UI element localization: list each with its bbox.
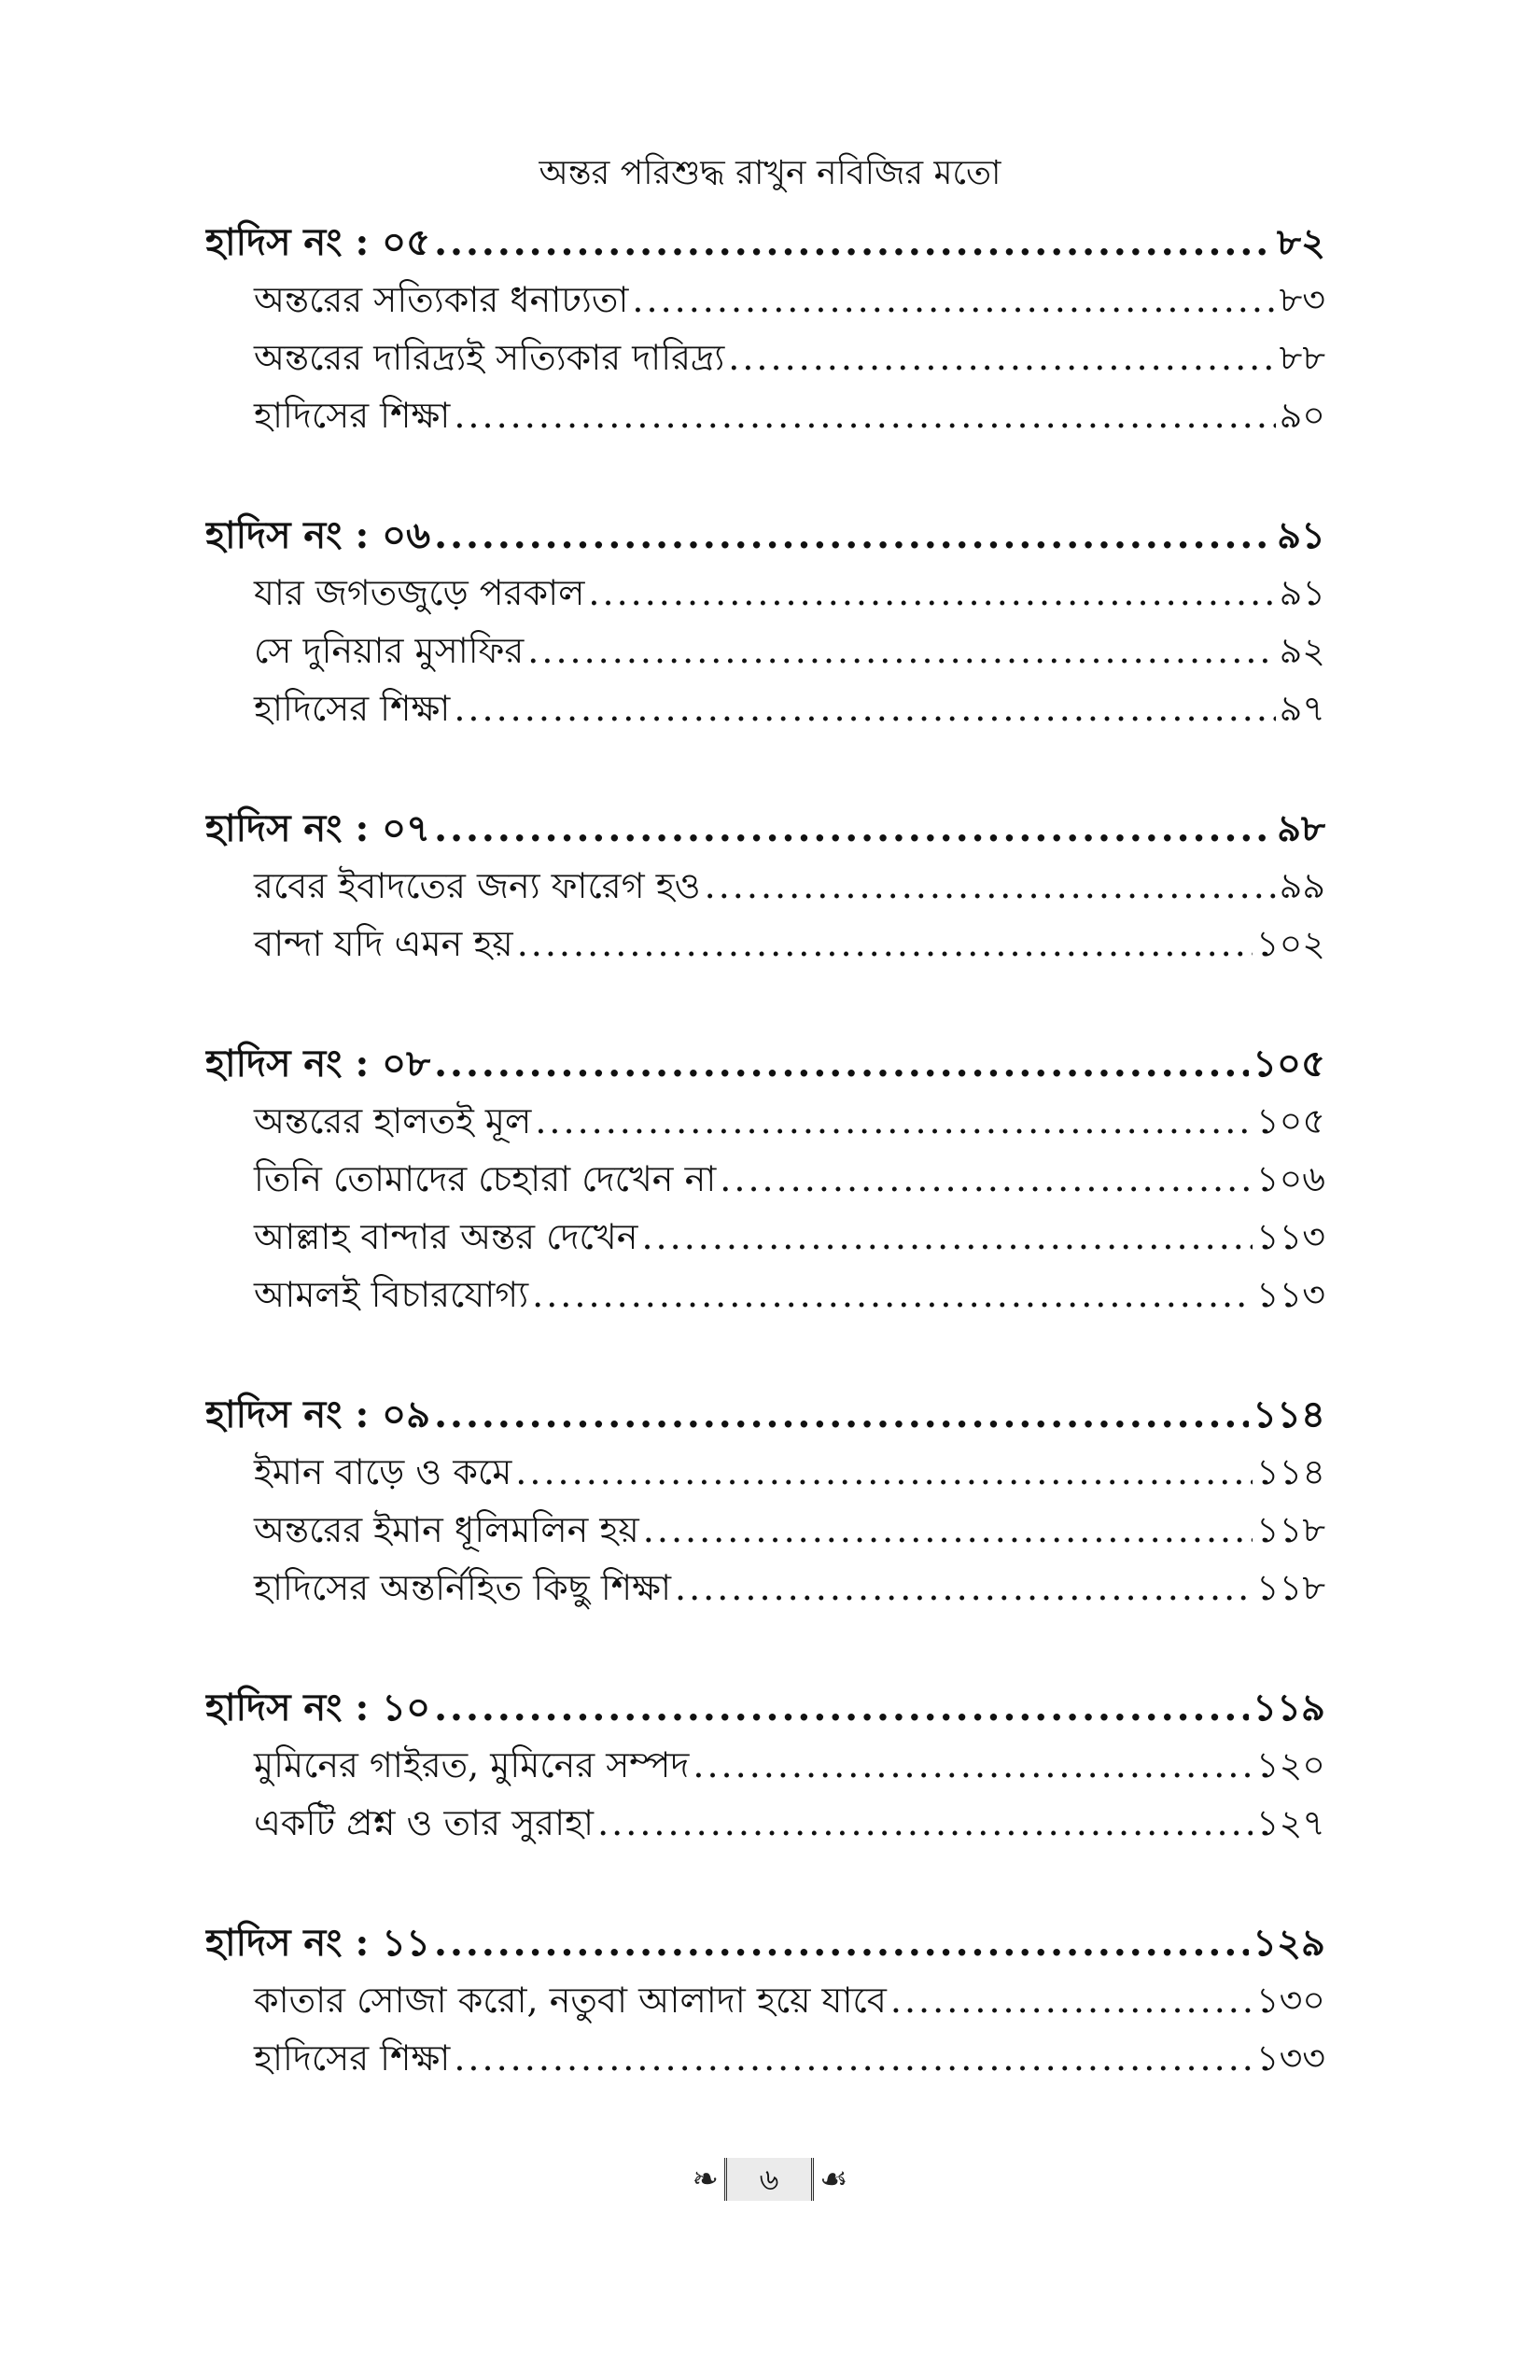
entry-title: আল্লাহ বান্দার অন্তর দেখেন [254, 1216, 638, 1257]
page-number: ১০২ [1255, 923, 1325, 964]
page-number: ১৩০ [1255, 1980, 1325, 2021]
page-number: ১২৭ [1255, 1802, 1325, 1843]
dot-leader [515, 1451, 1253, 1492]
entry-title: আমলই বিচারযোগ্য [254, 1274, 529, 1315]
page-number: ৯১ [1277, 513, 1325, 557]
toc-entry[interactable] [205, 566, 1325, 623]
toc-section-heading[interactable] [205, 1385, 1325, 1445]
toc-section-heading[interactable] [205, 506, 1325, 566]
dot-leader [890, 1980, 1253, 2021]
dot-leader [434, 1393, 1249, 1436]
entry-title: একটি প্রশ্ন ও তার সুরাহা [254, 1802, 595, 1843]
toc-entry[interactable] [205, 1738, 1325, 1796]
entry-title: অন্তরের হালতই মূল [254, 1100, 532, 1141]
dot-leader [693, 1744, 1253, 1785]
page-number: ১১৯ [1253, 1686, 1325, 1729]
toc-entry[interactable] [205, 859, 1325, 917]
toc-entry[interactable] [205, 1152, 1325, 1210]
dot-leader [434, 1686, 1249, 1729]
toc-section [205, 506, 1325, 739]
toc-entry[interactable] [205, 1445, 1325, 1503]
entry-title: ইমান বাড়ে ও কমে [254, 1451, 512, 1492]
dot-leader [632, 279, 1275, 320]
toc-entry[interactable] [205, 917, 1325, 974]
entry-title: হাদিসের শিক্ষা [254, 2037, 451, 2079]
running-head: অন্তর পরিশুদ্ধ রাখুন নবিজির মতো [539, 154, 1001, 192]
entry-title: অন্তরের দারিদ্র্যই সত্যিকার দারিদ্র্য [254, 337, 725, 378]
entry-title: সে দুনিয়ার মুসাফির [254, 630, 525, 671]
page-number: ১১৮ [1256, 1509, 1325, 1550]
dot-leader [705, 865, 1276, 906]
toc-section [205, 799, 1325, 974]
page-number: ৯৯ [1279, 865, 1325, 906]
section-title: হাদিস নং : ১১ [205, 1921, 431, 1965]
toc-entry[interactable] [205, 681, 1325, 739]
toc-section-heading[interactable] [205, 799, 1325, 859]
page-number: ৮২ [1277, 220, 1325, 264]
page-number: ১৩৩ [1255, 2037, 1325, 2079]
section-title: হাদিস নং : ১০ [205, 1686, 431, 1729]
dot-leader [643, 1509, 1253, 1550]
toc-entry[interactable] [205, 623, 1325, 681]
entry-title: হাদিসের অন্তর্নিহিত কিছু শিক্ষা [254, 1567, 671, 1608]
toc-entry[interactable] [205, 1561, 1325, 1618]
toc-entry[interactable] [205, 1094, 1325, 1152]
section-title: হাদিস নং : ০৫ [205, 220, 431, 264]
dot-leader [517, 923, 1253, 964]
dot-leader [454, 688, 1275, 729]
toc-entry[interactable] [205, 330, 1325, 388]
toc-section-heading[interactable] [205, 1034, 1325, 1094]
entry-title: তিনি তোমাদের চেহারা দেখেন না [254, 1158, 717, 1199]
dot-leader [434, 220, 1273, 264]
dot-leader [454, 395, 1275, 436]
page-number: ৮৮ [1279, 337, 1325, 378]
dot-leader [454, 2037, 1253, 2079]
dot-leader [434, 513, 1273, 557]
toc-section-heading[interactable] [205, 1913, 1325, 1973]
dot-leader [434, 1042, 1249, 1085]
toc-section [205, 213, 1325, 446]
page-number: ১১৪ [1256, 1451, 1325, 1492]
page-number: ১১৩ [1255, 1274, 1325, 1315]
toc-entry[interactable] [205, 1210, 1325, 1267]
page-number: ৯০ [1279, 395, 1325, 436]
entry-title: মুমিনের গাইরত, মুমিনের সম্পদ [254, 1744, 690, 1785]
toc-entry[interactable] [205, 1973, 1325, 2031]
dot-leader [434, 1921, 1249, 1965]
entry-title: কাতার সোজা করো, নতুবা আলাদা হয়ে যাবে [254, 1980, 887, 2021]
section-title: হাদিস নং : ০৮ [205, 1042, 431, 1085]
page-number: ৯৮ [1277, 806, 1325, 850]
page-number: ১২০ [1255, 1744, 1325, 1785]
entry-title: হাদিসের শিক্ষা [254, 395, 451, 436]
page-number: ১০৫ [1255, 1100, 1325, 1141]
entry-title: অন্তরের সত্যিকার ধনাঢ্যতা [254, 279, 629, 320]
toc-section [205, 1034, 1325, 1325]
toc-entry[interactable] [205, 1796, 1325, 1854]
toc-entry[interactable] [205, 2031, 1325, 2089]
section-title: হাদিস নং : ০৭ [205, 806, 431, 850]
toc-section [205, 1678, 1325, 1854]
toc-entry[interactable] [205, 1267, 1325, 1325]
dot-leader [532, 1274, 1253, 1315]
toc-entry[interactable] [205, 273, 1325, 330]
dot-leader [597, 1802, 1253, 1843]
section-title: হাদিস নং : ০৬ [205, 513, 431, 557]
page-number: ৮৩ [1279, 279, 1325, 320]
dot-leader [527, 630, 1275, 671]
page-number: ১১৮ [1256, 1567, 1325, 1608]
page-number: ৯৭ [1279, 688, 1325, 729]
dot-leader [728, 337, 1275, 378]
dot-leader [720, 1158, 1253, 1199]
dot-leader [588, 572, 1275, 613]
dot-leader [675, 1567, 1253, 1608]
table-of-contents [205, 213, 1325, 2149]
ornament-left-icon: ❧ [692, 2161, 719, 2198]
page-number: ৯১ [1279, 572, 1325, 613]
toc-section [205, 1913, 1325, 2089]
toc-section-heading[interactable] [205, 1678, 1325, 1738]
page-number: ১০৫ [1253, 1042, 1325, 1085]
page-number: ১১৩ [1255, 1216, 1325, 1257]
page-number: ১১৪ [1253, 1393, 1325, 1436]
toc-entry[interactable] [205, 1503, 1325, 1561]
dot-leader [535, 1100, 1253, 1141]
section-title: হাদিস নং : ০৯ [205, 1393, 431, 1436]
page-folio-number: ৬ [724, 2158, 814, 2201]
entry-title: বান্দা যদি এমন হয় [254, 923, 513, 964]
toc-section [205, 1385, 1325, 1618]
page-folio [0, 2158, 1540, 2201]
entry-title: অন্তরের ইমান ধূলিমলিন হয় [254, 1509, 639, 1550]
dot-leader [434, 806, 1273, 850]
page-number: ১২৯ [1253, 1921, 1325, 1965]
entry-title: রবের ইবাদতের জন্য ফারেগ হও [254, 865, 701, 906]
page-number: ৯২ [1279, 630, 1325, 671]
entry-title: হাদিসের শিক্ষা [254, 688, 451, 729]
ornament-right-icon: ☙ [819, 2161, 848, 2198]
entry-title: যার জগতজুড়ে পরকাল [254, 572, 585, 613]
toc-entry[interactable] [205, 388, 1325, 446]
page-number: ১০৬ [1255, 1158, 1325, 1199]
dot-leader [641, 1216, 1253, 1257]
toc-section-heading[interactable] [205, 213, 1325, 273]
